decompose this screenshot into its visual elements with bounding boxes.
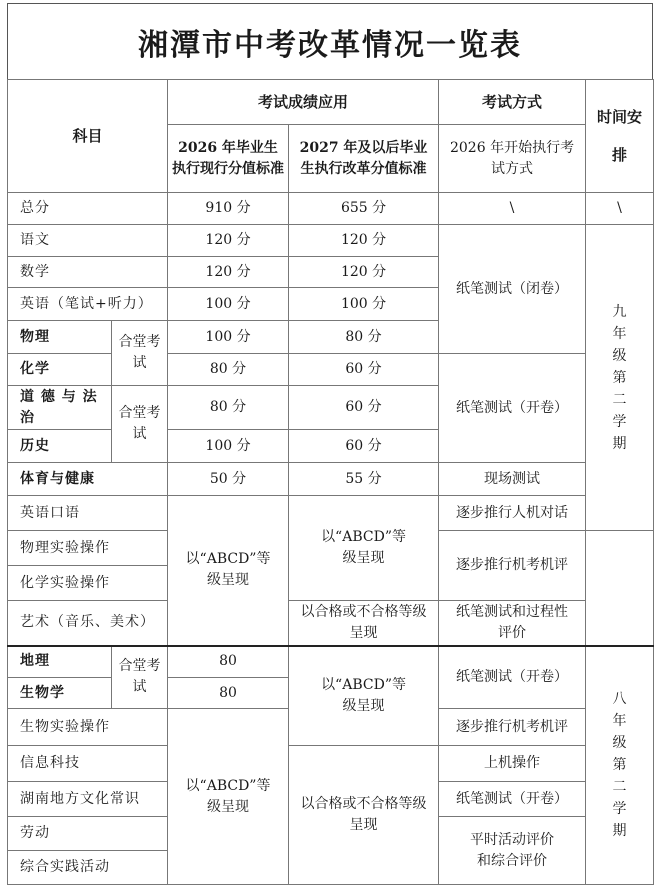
cell-value: 60 分 [289,386,439,430]
row-label-total: 总分 [8,193,168,225]
row-label-physics: 物理 [8,321,112,354]
cell-method: 纸笔测试（开卷） [439,782,586,817]
reform-table [7,79,654,885]
cell-value: 100 分 [168,288,289,321]
cell-method-open-book: 纸笔测试（开卷） [439,354,586,463]
row-label-chem-lab: 化学实验操作 [8,566,168,601]
header-score-use: 考试成绩应用 [168,80,439,125]
row-label-practice: 综合实践活动 [8,851,168,885]
header-row [8,80,654,125]
cell-method-open-book: 纸笔测试（开卷） [439,646,586,709]
row-label-morality: 道 德 与 法 治 [8,386,112,430]
table-row [8,225,654,257]
row-label-math: 数学 [8,257,168,288]
cell-value: 80 [168,646,289,678]
row-label-hunan: 湖南地方文化常识 [8,782,168,817]
cell-value: 80 分 [289,321,439,354]
cell-combined-exam: 合堂考试 [112,646,168,709]
table-row [8,193,654,225]
cell-value: 80 分 [168,354,289,386]
row-label-english: 英语（笔试+听力） [8,288,168,321]
cell-value: 655 分 [289,193,439,225]
cell-value: 60 分 [289,354,439,386]
row-label-arts: 艺术（音乐、美术） [8,601,168,646]
header-col-2027: 2027 年及以后毕业生执行改革分值标准 [289,125,439,193]
cell-value: 120 分 [289,257,439,288]
row-label-pe: 体育与健康 [8,463,168,496]
row-label-history: 历史 [8,430,112,463]
cell-schedule-grade9: 九 年 级 第 二 学 期 [586,225,654,531]
cell-schedule-empty [586,531,654,646]
cell-combined-exam: 合堂考试 [112,321,168,386]
cell-combined-exam: 合堂考试 [112,386,168,463]
table-row [8,601,654,646]
header-exam-method: 考试方式 [439,80,586,125]
cell-value: 60 分 [289,430,439,463]
cell-value: 55 分 [289,463,439,496]
cell-value: 910 分 [168,193,289,225]
cell-schedule-grade8: 八 年 级 第 二 学 期 [586,646,654,885]
cell-method: \ [439,193,586,225]
header-subject: 科目 [8,80,168,193]
cell-value: 120 分 [168,257,289,288]
cell-value: 80 [168,678,289,709]
cell-value: 100 分 [168,321,289,354]
row-label-physics-lab: 物理实验操作 [8,531,168,566]
row-label-chemistry: 化学 [8,354,112,386]
cell-method-lab: 逐步推行机考机评 [439,531,586,601]
row-label-bio-lab: 生物实验操作 [8,709,168,746]
header-schedule: 时间安排 [586,80,654,193]
cell-method: 逐步推行人机对话 [439,496,586,531]
row-label-it: 信息科技 [8,746,168,782]
cell-method: 逐步推行机考机评 [439,709,586,746]
cell-abcd-2027: 以“ABCD”等级呈现 [289,646,439,746]
table-row [8,354,654,386]
row-label-geography: 地理 [8,646,112,678]
cell-schedule: \ [586,193,654,225]
cell-value: 100 分 [289,288,439,321]
cell-value: 80 分 [168,386,289,430]
row-label-english-oral: 英语口语 [8,496,168,531]
cell-abcd-2027: 以“ABCD”等级呈现 [289,496,439,601]
row-label-chinese: 语文 [8,225,168,257]
cell-method: 平时活动评价和综合评价 [439,817,586,885]
cell-value: 120 分 [168,225,289,257]
cell-value: 50 分 [168,463,289,496]
cell-method-closed-book: 纸笔测试（闭卷） [439,225,586,354]
cell-empty: 以合格或不合格等级呈现 [289,746,439,885]
cell-pass-fail: 以合格或不合格等级呈现 [289,601,439,646]
row-label-labor: 劳动 [8,817,168,851]
table-row [8,463,654,496]
reform-table-sheet [7,3,653,880]
cell-value: 120 分 [289,225,439,257]
cell-abcd-2026: 以“ABCD”等级呈现 [168,496,289,646]
cell-method: 纸笔测试和过程性评价 [439,601,586,646]
cell-method: 上机操作 [439,746,586,782]
cell-abcd-2026: 以“ABCD”等级呈现 [168,709,289,885]
table-row [8,746,654,782]
page-title: 湘潭市中考改革情况一览表 [7,3,653,79]
row-label-biology: 生物学 [8,678,112,709]
header-col-2026: 2026 年毕业生执行现行分值标准 [168,125,289,193]
header-col-method: 2026 年开始执行考试方式 [439,125,586,193]
cell-method: 现场测试 [439,463,586,496]
table-row [8,496,654,531]
cell-value: 100 分 [168,430,289,463]
table-row [8,646,654,678]
